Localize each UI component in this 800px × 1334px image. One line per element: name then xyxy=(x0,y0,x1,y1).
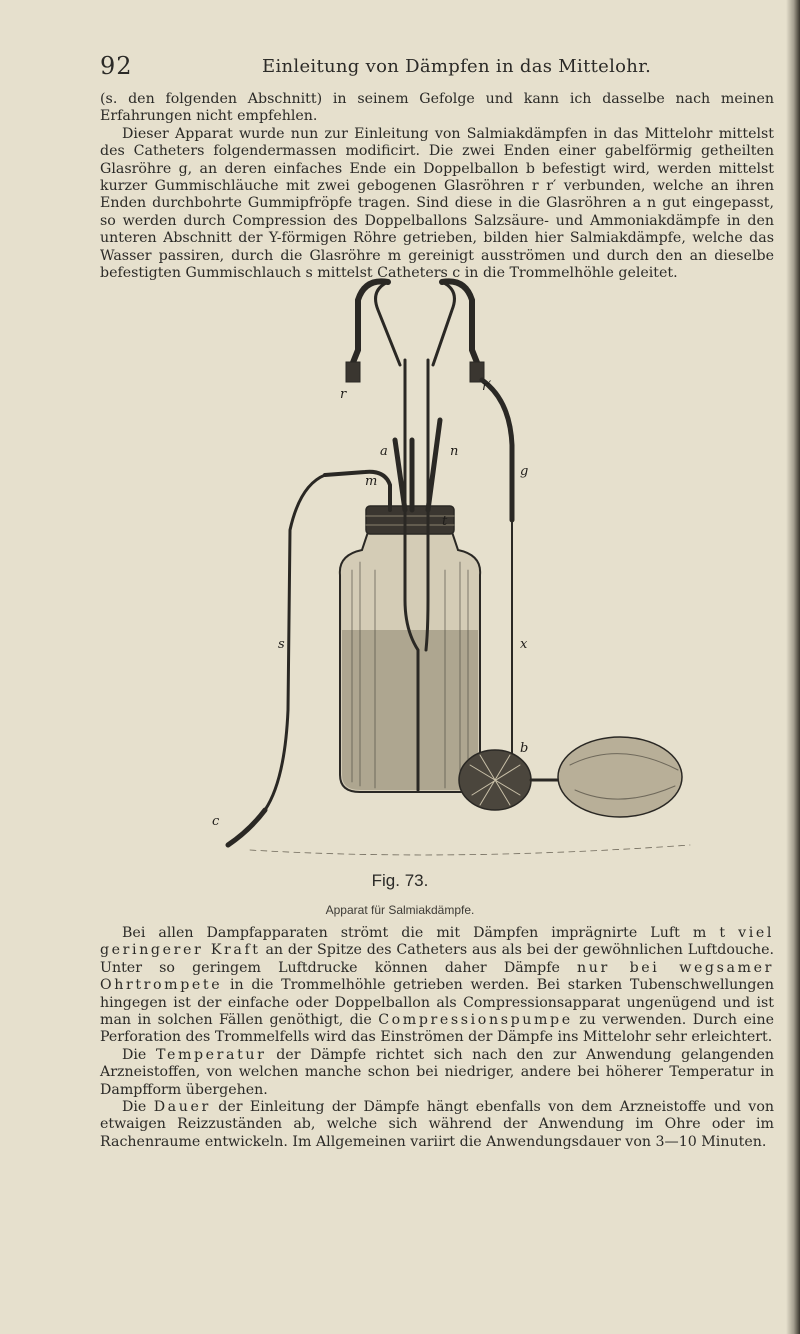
bottom-text-block xyxy=(100,925,774,1151)
emphasis-viel-geringerer-kraft: viel geringerer Kraft xyxy=(100,925,774,959)
emphasis-wegsame-ohrtrompete: nur bei wegsamer Ohrtrompete xyxy=(100,959,774,994)
emphasis-compressionspumpe: Compressionspumpe xyxy=(378,1012,573,1029)
emphasis-temperatur: Temperatur xyxy=(155,1046,267,1063)
page-edge-shadow xyxy=(786,0,800,1334)
paragraph-continuation: (s. den folgenden Abschnitt) in seinem Gefolge und kann ich dasselbe nach meinen Erfahrungen nicht empfehlen. xyxy=(100,91,774,125)
label-c: c xyxy=(212,814,220,829)
emphasis-dauer: Dauer xyxy=(153,1099,211,1116)
rubber-tube-s xyxy=(265,475,325,810)
label-b: b xyxy=(520,741,529,756)
balloon-large xyxy=(558,737,682,817)
label-g: g xyxy=(520,464,529,479)
label-s: s xyxy=(278,637,285,652)
running-title: Einleitung von Dämpfen in das Mittelohr. xyxy=(262,56,652,77)
label-a: a xyxy=(380,444,388,459)
label-t: t xyxy=(442,514,448,529)
paragraph-temperatur: Die Temperatur der Dämpfe richtet sich nach den zur Anwendung gelangenden Arzneistoffen, von welchen manche schon bei niedriger, andere bei höherer Temperatur in Dampfform übergehen. xyxy=(100,1046,774,1098)
glass-tube-n xyxy=(428,420,440,510)
water-level xyxy=(342,630,478,790)
paragraph-apparatus-description: Dieser Apparat wurde nun zur Einleitung von Salmiakdämpfen in das Mittelohr mittelst des Catheters folgendermassen modificirt. Die zwei Enden einer gabelförmig getheilten Glasröhre g, an deren einfaches Ende ein Doppelballon b befestigt wird, werden mittelst kurzer Gummischläuche mit zwei gebogenen Glasröhren r r′ verbunden, welche an ihren Enden durchbohrte Gummipfröpfe tragen. Sind diese in die Glasröhren a n gut eingepasst, so werden durch Compression des Doppelballons Salzsäure- und Ammoniakdämpfe in den unteren Abschnitt der Y-förmigen Röhre getrieben, bilden hier Salmiakdämpfe, welche das Wasser passiren, durch die Glasröhre m gereinigt ausströmen und durch den an dieselbe befestigten Gummischlauch s mittelst Catheters c in die Trommelhöhle geleitet. xyxy=(100,125,774,282)
top-text-block xyxy=(100,91,774,282)
label-r-prime: r′ xyxy=(482,379,492,394)
label-r: r xyxy=(340,387,347,402)
figure-subcaption: Apparat für Salmiakdämpfe. xyxy=(325,903,475,917)
paragraph-dauer: Die Dauer der Einleitung der Dämpfe hängt ebenfalls von dem Arzneistoffe und von etwaigen Reizzuständen ab, welche sich während der Anwendung im Ohre oder im Rachenraume entwickeln. Im Allgemeinen variirt die Anwendungsdauer von 3—10 Minuten. xyxy=(100,1099,775,1150)
apparatus-illustration xyxy=(190,270,720,860)
glass-tube-g xyxy=(482,380,512,520)
paragraph-pressure: Bei allen Dampfapparaten strömt die mit Dämpfen imprägnirte Luft m t viel geringerer Kraft an der Spitze des Catheters aus als bei der gewöhnlichen Luftdouche. Unter so geringem Luftdrucke können daher Dämpfe nur bei wegsamer Ohrtrompete in die Trommelhöhle getrieben werden. Bei starken Tubenschwellungen hingegen ist der einfache oder Doppelballon als Compressionsapparat ungenügend und ist man in solchen Fällen genöthigt, die Compressionspumpe zu verwenden. Durch eine Perforation des Trommelfells wird das Einströmen der Dämpfe ins Mittelohr sehr erleichtert. xyxy=(100,925,774,1046)
figure-caption: Fig. 73. xyxy=(371,871,429,890)
label-m: m xyxy=(365,474,378,489)
catheter-c xyxy=(228,810,265,845)
glass-tube-m xyxy=(325,472,390,510)
label-n: n xyxy=(450,444,459,459)
page-number: 92 xyxy=(100,52,133,80)
label-x: x xyxy=(520,637,528,652)
